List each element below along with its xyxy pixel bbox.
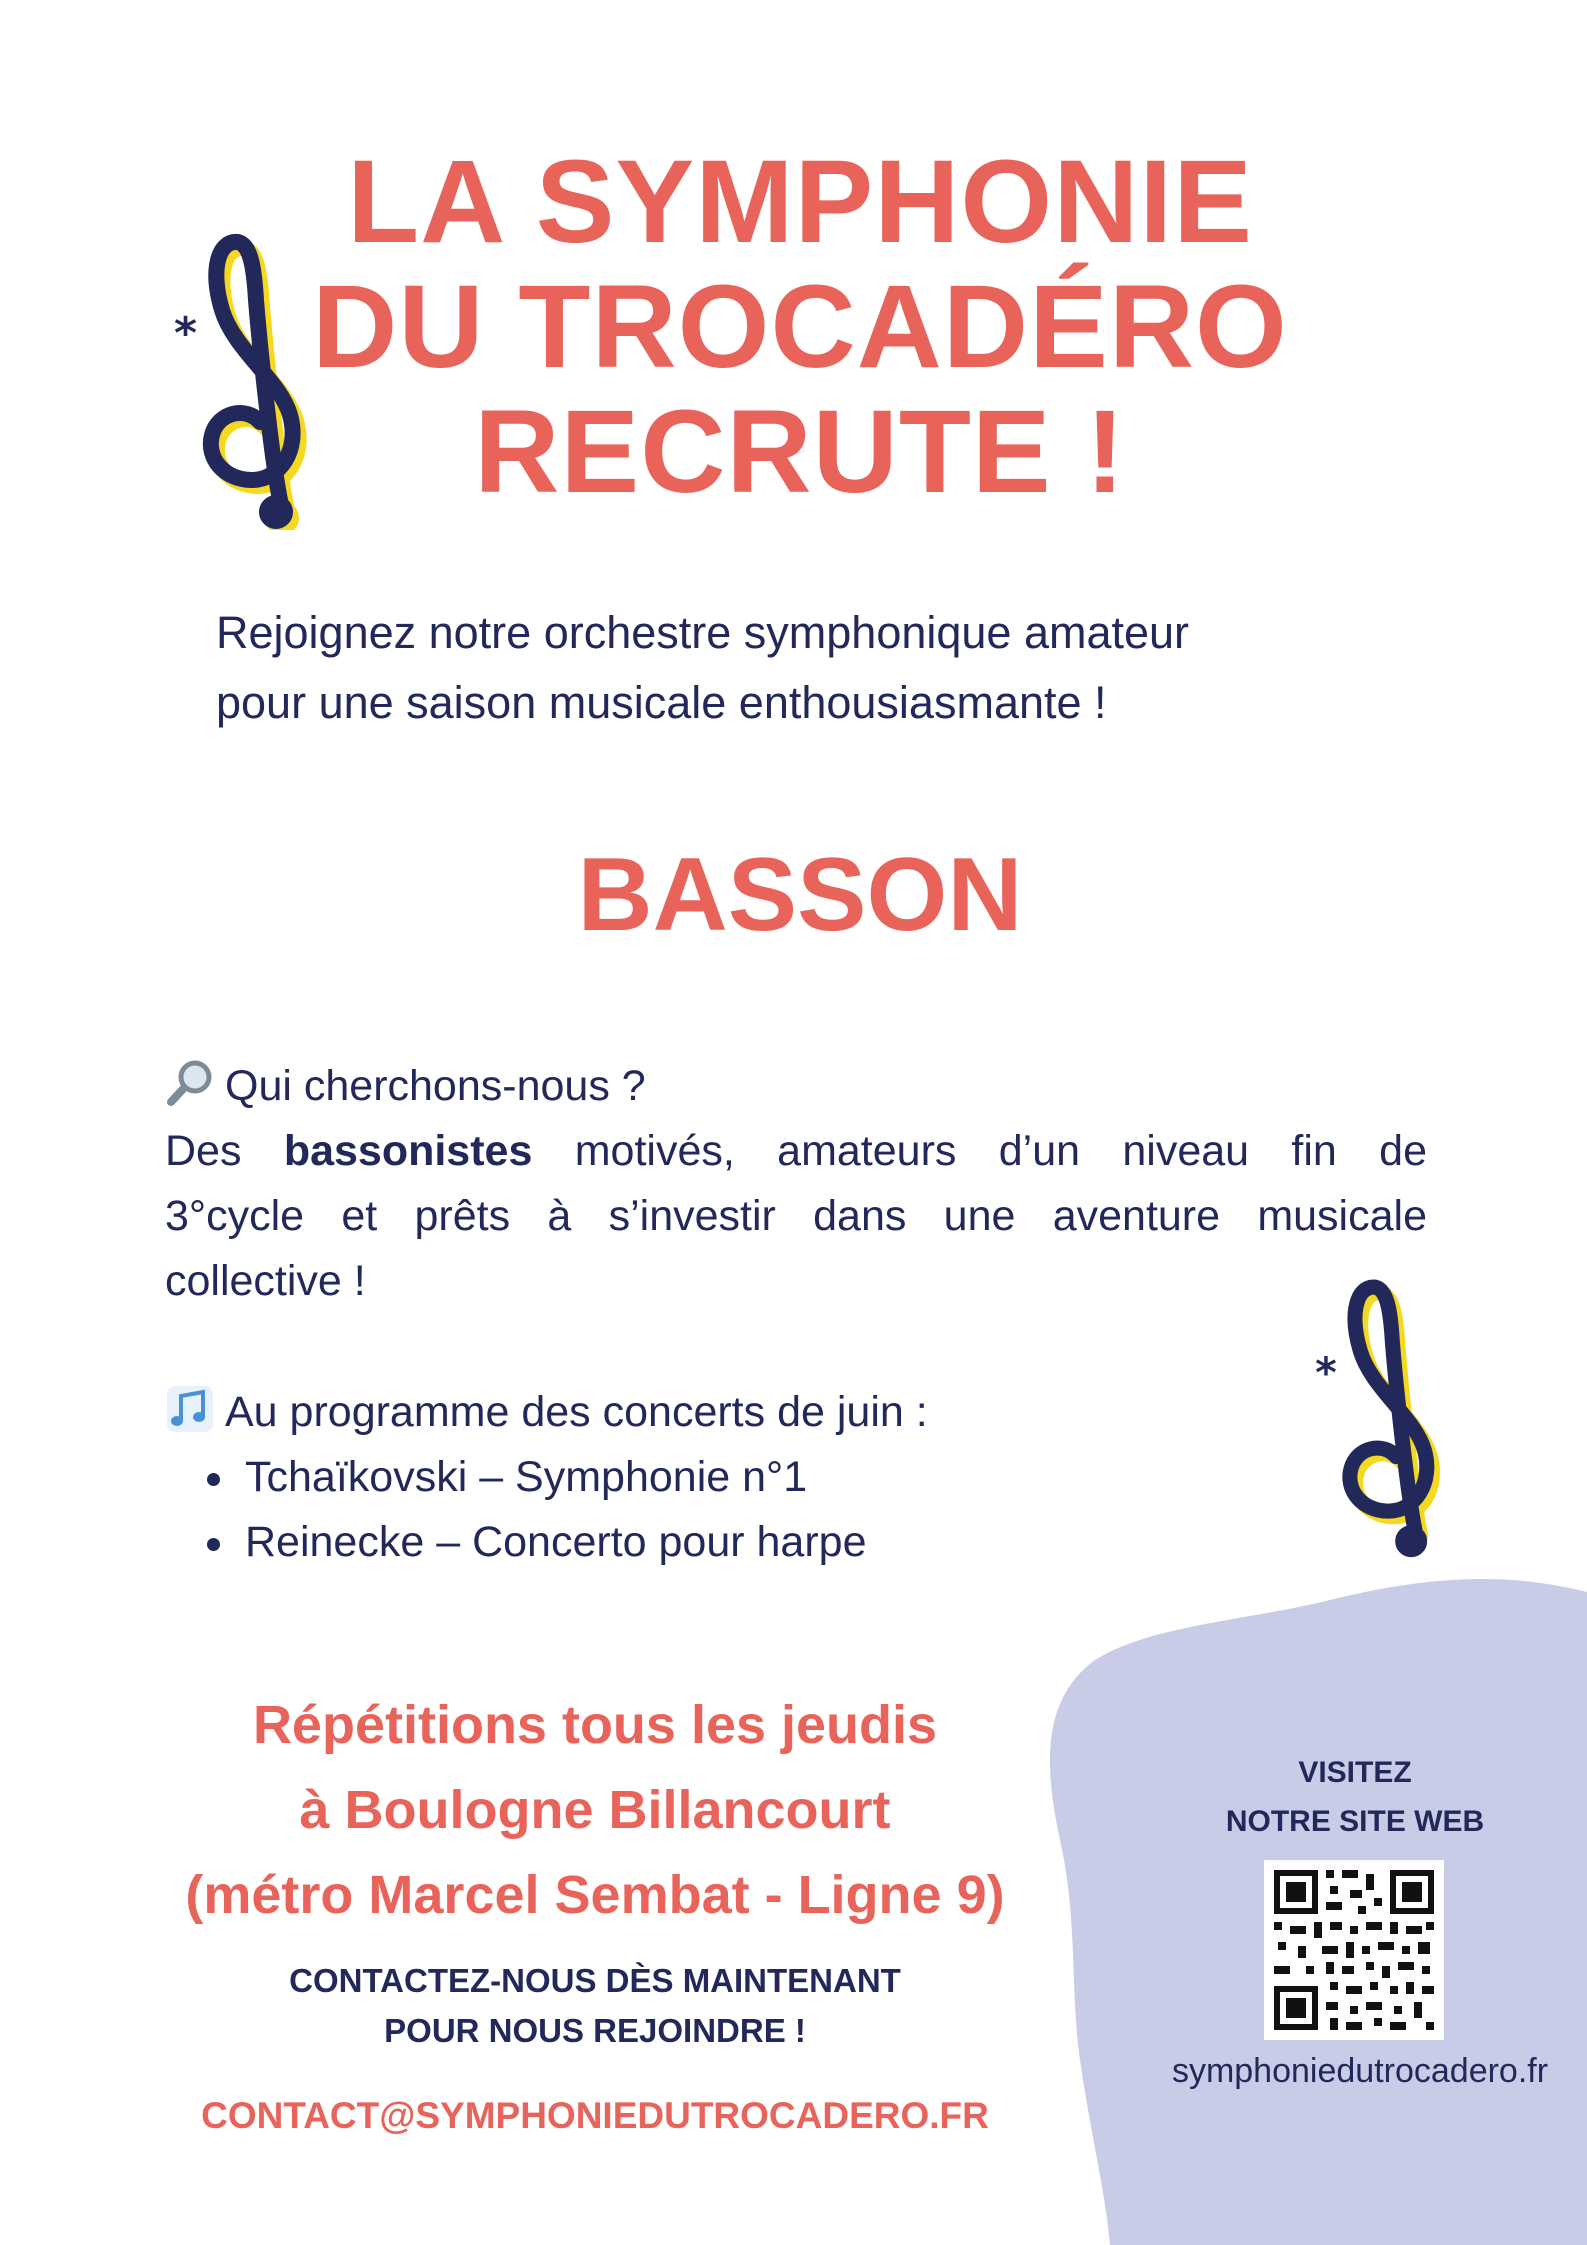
rehearsal-line: Répétitions tous les jeudis: [252, 1695, 938, 1755]
cta-line: CONTACTEZ-NOUS DÈS MAINTENANT: [289, 1962, 901, 1999]
visit-line: VISITEZ: [1298, 1756, 1412, 1789]
visit-website-label: [1170, 1748, 1540, 1846]
rehearsal-line: (métro Marcel Sembat - Ligne 9): [185, 1865, 1005, 1925]
svg-text:*: *: [174, 308, 198, 359]
program-heading: Au programme des concerts de juin :: [225, 1388, 928, 1436]
intro-text: [216, 598, 1416, 738]
who-line-2: 3°cycle et prêts à s’investir dans une aventure musicale: [165, 1192, 1427, 1240]
title-line: RECRUTE !: [474, 386, 1126, 518]
page-title: [280, 136, 1320, 518]
program-section: [165, 1380, 1065, 1575]
who-prefix: Des: [165, 1127, 242, 1175]
who-heading: Qui cherchons-nous ?: [225, 1062, 646, 1110]
instrument-heading: BASSON: [577, 837, 1023, 953]
svg-text:*: *: [1315, 1348, 1337, 1397]
visit-line: NOTRE SITE WEB: [1225, 1805, 1485, 1838]
program-heading-row: [165, 1380, 1065, 1445]
contact-cta: [150, 1956, 1040, 2056]
who-line-3: collective !: [165, 1257, 366, 1305]
intro-line: pour une saison musicale enthousiasmante !: [216, 677, 1107, 728]
who-line-1: [165, 1119, 1427, 1184]
rehearsal-info: [80, 1683, 1110, 1938]
contact-email-link[interactable]: CONTACT@SYMPHONIEDUTROCADERO.FR: [201, 2095, 989, 2136]
title-line: DU TROCADÉRO: [312, 261, 1288, 393]
who-suffix: motivés, amateurs d’un niveau fin de: [574, 1127, 1427, 1175]
rehearsal-line: à Boulogne Billancourt: [299, 1780, 891, 1840]
cta-line: POUR NOUS REJOINDRE !: [384, 2012, 806, 2049]
program-list: [165, 1445, 1065, 1575]
list-item: Reinecke – Concerto pour harpe: [165, 1510, 1065, 1575]
who-bold-instrumentalists: bassonistes: [283, 1127, 533, 1175]
music-notes-icon: [165, 1384, 215, 1434]
who-heading-row: [165, 1054, 1427, 1119]
intro-line: Rejoignez notre orchestre symphonique amateur: [216, 607, 1190, 658]
list-item: Tchaïkovski – Symphonie n°1: [165, 1445, 1065, 1510]
website-url-link[interactable]: symphoniedutrocadero.fr: [1171, 2052, 1549, 2090]
treble-clef-icon: [1302, 1272, 1462, 1562]
title-line: LA SYMPHONIE: [347, 136, 1253, 268]
magnifying-glass-icon: [165, 1058, 215, 1108]
who-section: [165, 1054, 1427, 1314]
qr-code-icon[interactable]: [1264, 1860, 1444, 2040]
